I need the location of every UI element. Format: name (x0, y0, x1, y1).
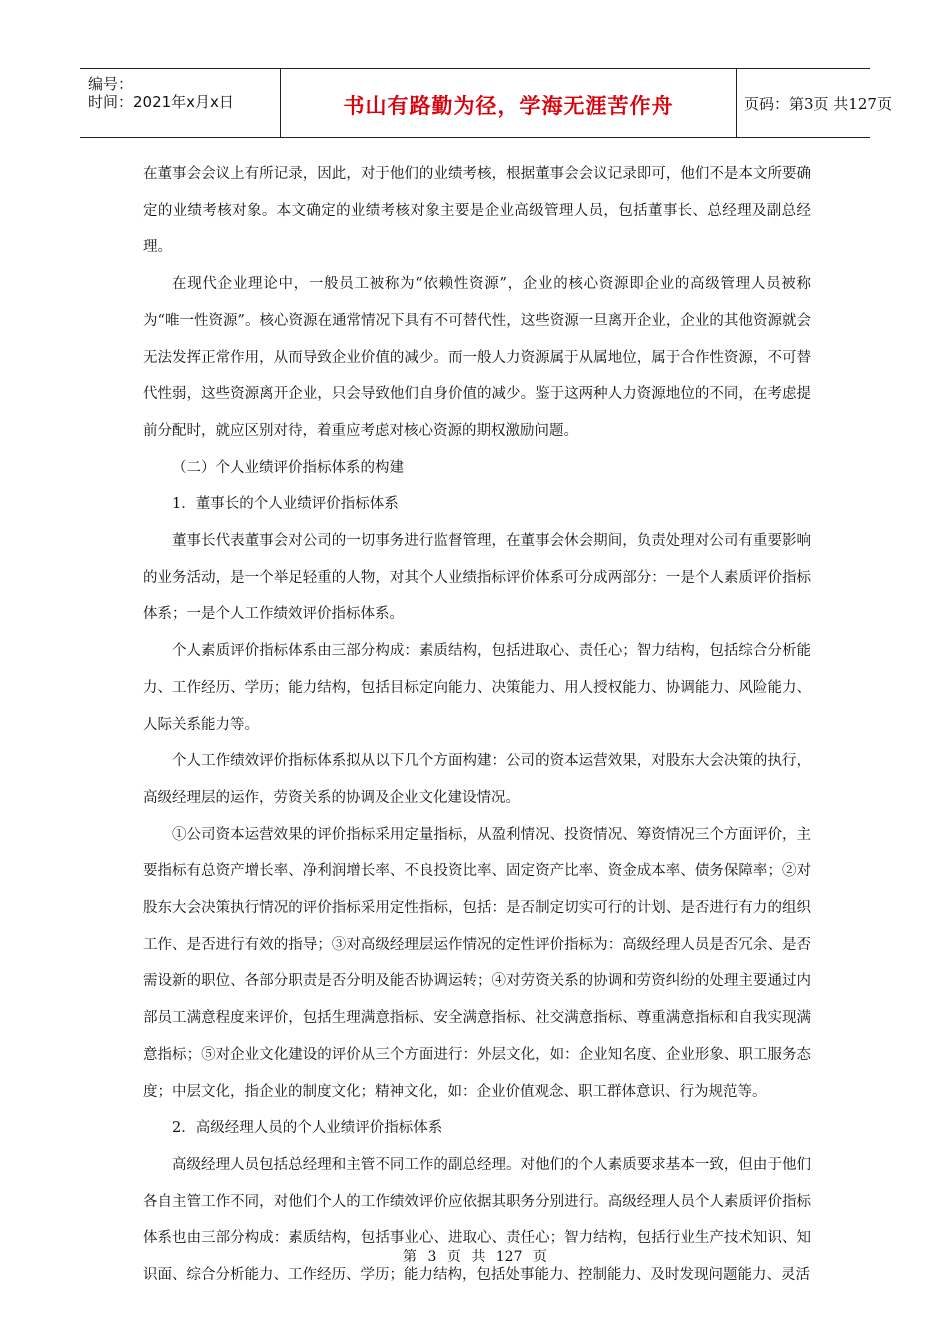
date-label: 时间：2021年x月x日 (88, 93, 234, 111)
section-heading: （二）个人业绩评价指标体系的构建 (172, 459, 404, 476)
paragraph: 个人素质评价指标体系由三部分构成：素质结构，包括进取心、责任心；智力结构，包括综合分析能力、工作经历、学历；能力结构，包括目标定向能力、决策能力、用人授权能力、协调能力、风险能力、人际关系能力等。 (143, 643, 811, 733)
header-meta-cell (80, 69, 280, 137)
number-label: 编号： (88, 75, 134, 93)
header-page-cell (736, 69, 892, 137)
subsection-heading: 2．高级经理人员的个人业绩评价指标体系 (172, 1120, 443, 1137)
header-motto-cell (280, 69, 737, 137)
paragraph: 在董事会会议上有所记录，因此，对于他们的业绩考核，根据董事会会议记录即可，他们不是本文所要确定的业绩考核对象。本文确定的业绩考核对象主要是企业高级管理人员，包括董事长、总经理及副总经理。 (143, 166, 811, 256)
page-footer (0, 1246, 950, 1266)
footer-gong: 共 (471, 1249, 486, 1265)
page-info: 页码：第3页 共127页 (744, 95, 892, 113)
footer-total-pages: 127 (495, 1249, 523, 1265)
motto: 书山有路勤为径，学海无涯苦作舟 (343, 94, 674, 118)
paragraph: 高级经理人员包括总经理和主管不同工作的副总经理。对他们的个人素质要求基本一致，但由于他们各自主管工作不同，对他们个人的工作绩效评价应依据其职务分别进行。高级经理人员个人素质评价指标体系也由三部分构成：素质结构，包括事业心、进取心、责任心；智力结构，包括行业生产技术知识、知识面、综合分析能力、工作经历、学历；能力结构，包括处事能力、控制能力、及时发现问题能力、灵活 (143, 1156, 811, 1284)
subsection-heading: 1．董事长的个人业绩评价指标体系 (172, 496, 399, 513)
header-table (80, 68, 892, 138)
footer-di: 第 (403, 1249, 418, 1265)
footer-ye-2: 页 (532, 1249, 547, 1265)
paragraph: ①公司资本运营效果的评价指标采用定量指标，从盈利情况、投资情况、筹资情况三个方面评价，主要指标有总资产增长率、净利润增长率、不良投资比率、固定资产比率、资金成本率、债务保障率；②对股东大会决策执行情况的评价指标采用定性指标，包括：是否制定切实可行的计划、是否进行有力的组织工作、是否进行有效的指导；③对高级经理层运作情况的定性评价指标为：高级经理人员是否冗余、是否需设新的职位、各部分职责是否分明及能否协调运转；④对劳资关系的协调和劳资纠纷的处理主要通过内部员工满意程度来评价，包括生理满意指标、安全满意指标、社交满意指标、尊重满意指标和自我实现满意指标；⑤对企业文化建设的评价从三个方面进行：外层文化，如：企业知名度、企业形象、职工服务态度；中层文化，指企业的制度文化；精神文化，如：企业价值观念、职工群体意识、行为规范等。 (143, 826, 811, 1100)
paragraph: 董事长代表董事会对公司的一切事务进行监督管理，在董事会休会期间，负责处理对公司有重要影响的业务活动，是一个举足轻重的人物，对其个人业绩指标评价体系可分成两部分：一是个人素质评价指标体系；一是个人工作绩效评价指标体系。 (143, 533, 811, 623)
footer-page-number: 3 (427, 1249, 437, 1265)
paragraph: 在现代企业理论中，一般员工被称为“依赖性资源”，企业的核心资源即企业的高级管理人员被称为“唯一性资源”。核心资源在通常情况下具有不可替代性，这些资源一旦离开企业，企业的其他资源就会无法发挥正常作用，从而导致企业价值的减少。而一般人力资源属于从属地位，属于合作性资源，不可替代性弱，这些资源离开企业，只会导致他们自身价值的减少。鉴于这两种人力资源地位的不同，在考虑提前分配时，就应区别对待，着重应考虑对核心资源的期权激励问题。 (143, 276, 811, 439)
paragraph: 个人工作绩效评价指标体系拟从以下几个方面构建：公司的资本运营效果，对股东大会决策的执行，高级经理层的运作，劳资关系的协调及企业文化建设情况。 (143, 753, 811, 806)
document-body (143, 156, 811, 1294)
footer-ye: 页 (446, 1249, 461, 1265)
